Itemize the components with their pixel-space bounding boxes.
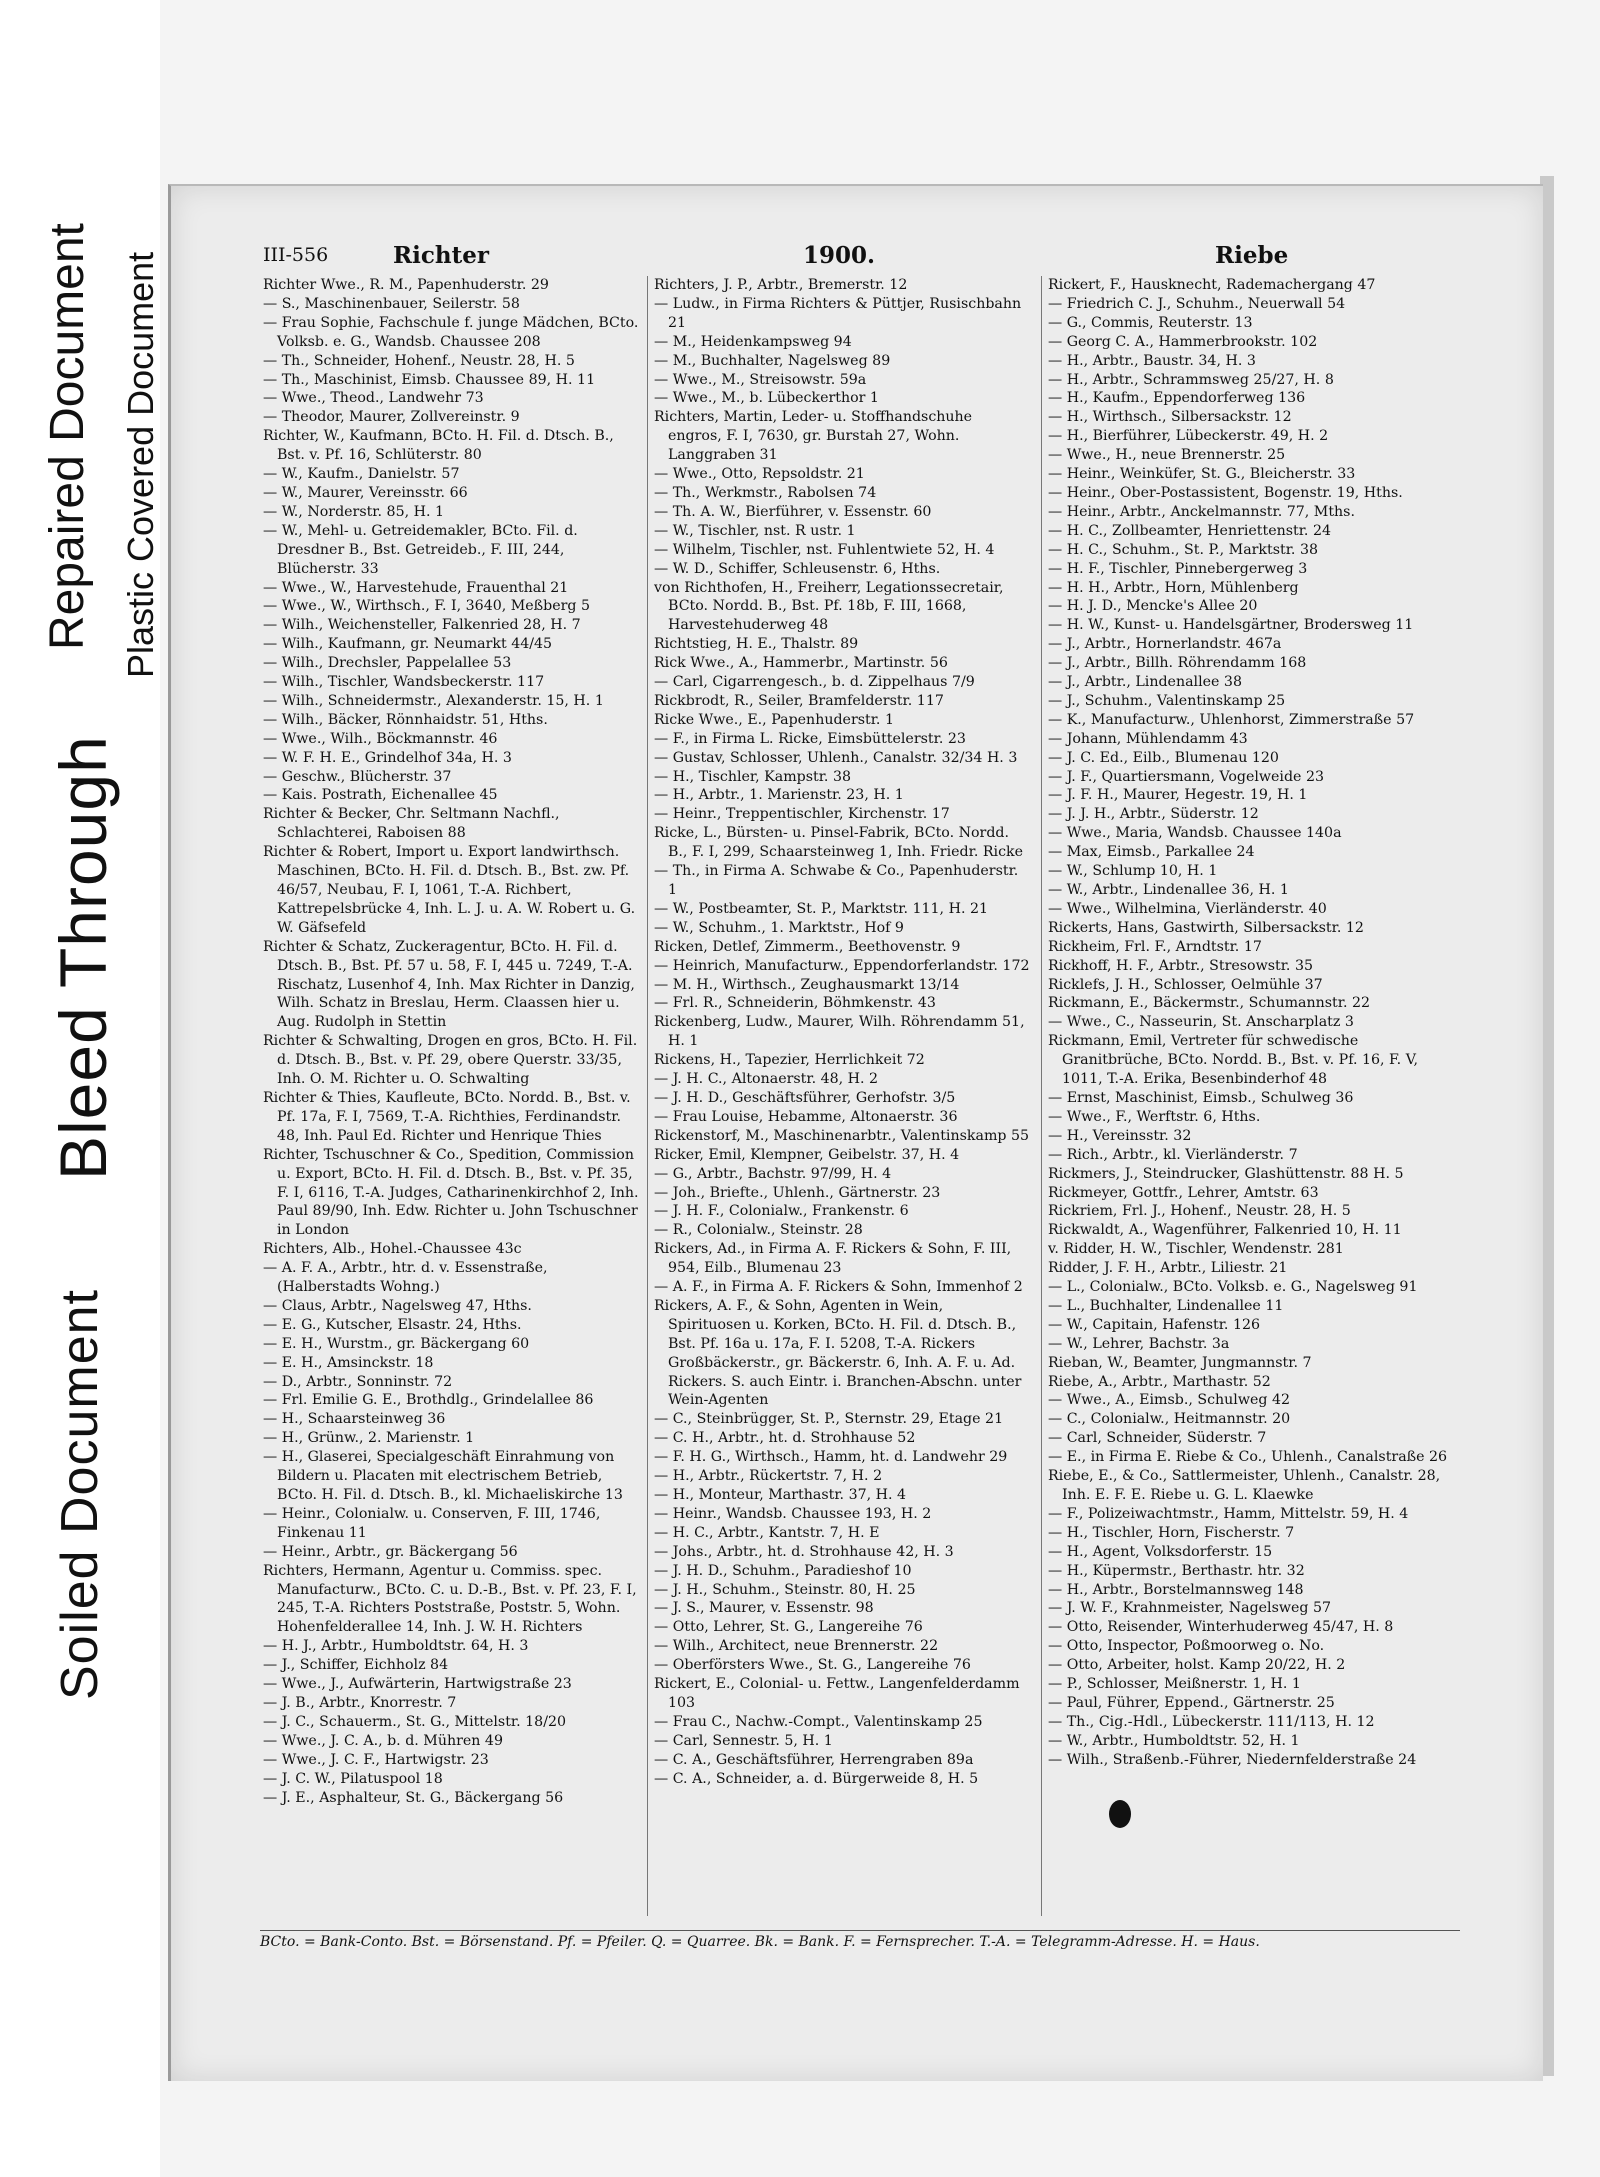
directory-entry: — W., Mehl- u. Getreidemakler, BCto. Fil. d. Dresdner B., Bst. Getreideb., F. III, 244, Blücherstr. 33 [263,522,578,577]
directory-entry: — J. F. H., Maurer, Hegestr. 19, H. 1 [1048,787,1308,804]
directory-entry: — H., Grünw., 2. Marienstr. 1 [263,1430,475,1447]
directory-entry: — H., Küpermstr., Berthastr. htr. 32 [1048,1562,1305,1579]
directory-entry: — Heinr., Colonialw. u. Conserven, F. III, 1746, Finkenau 11 [263,1505,601,1541]
directory-entry: — Claus, Arbtr., Nagelsweg 47, Hths. [263,1297,532,1314]
directory-entry: — Frau C., Nachw.-Compt., Valentinskamp 25 [654,1713,983,1730]
running-head-right: Riebe [1215,242,1289,269]
directory-entry: — Carl, Sennestr. 5, H. 1 [654,1732,833,1749]
directory-entry: — Th., Maschinist, Eimsb. Chaussee 89, H. 11 [263,371,596,388]
directory-entry: Rickhoff, H. F., Arbtr., Stresowstr. 35 [1048,957,1313,974]
directory-entry: — H., Arbtr., Baustr. 34, H. 3 [1048,352,1256,369]
directory-entry: — M. H., Wirthsch., Zeughausmarkt 13/14 [654,976,960,993]
directory-entry: — W., Lehrer, Bachstr. 3a [1048,1335,1230,1352]
page-header [263,238,1459,278]
directory-entry: — Wilh., Bäcker, Rönnhaidstr. 51, Hths. [263,711,548,728]
directory-entry: Rickwaldt, A., Wagenführer, Falkenried 10, H. 11 [1048,1222,1402,1239]
label-repaired-document: Repaired Document [41,223,94,650]
directory-entry: — Frl. Emilie G. E., Brothdlg., Grindelallee 86 [263,1392,594,1409]
directory-entry: — C. A., Schneider, a. d. Bürgerweide 8, H. 5 [654,1770,979,1787]
directory-entry: — Wilh., Schneidermstr., Alexanderstr. 15, H. 1 [263,692,604,709]
directory-page [168,184,1543,2081]
directory-entry: — Johs., Arbtr., ht. d. Strohhause 42, H. 3 [654,1543,954,1560]
directory-entry: — Wwe., A., Eimsb., Schulweg 42 [1048,1392,1291,1409]
directory-entry: Riebe, A., Arbtr., Marthastr. 52 [1048,1373,1271,1390]
column-3 [1041,276,1448,1916]
directory-entry: Rick Wwe., A., Hammerbr., Martinstr. 56 [654,655,948,672]
directory-entry: Rickers, Ad., in Firma A. F. Rickers & Sohn, F. III, 954, Eilb., Blumenau 23 [654,1241,1012,1277]
directory-entry: — Wwe., Otto, Repsoldstr. 21 [654,466,865,483]
directory-entry: — H. J. D., Mencke's Allee 20 [1048,598,1258,615]
directory-entry: — Heinr., Treppentischler, Kirchenstr. 17 [654,806,950,823]
directory-entry: — Wwe., Theod., Landwehr 73 [263,390,484,407]
directory-entry: — Wwe., J., Aufwärterin, Hartwigstraße 23 [263,1676,572,1693]
directory-entry: — Georg C. A., Hammerbrookstr. 102 [1048,333,1318,350]
directory-entry: — Th. A. W., Bierführer, v. Essenstr. 60 [654,503,932,520]
directory-entry: — J. C. W., Pilatuspool 18 [263,1770,443,1787]
directory-entry: — W., Arbtr., Lindenallee 36, H. 1 [1048,882,1289,898]
directory-entry: — G., Commis, Reuterstr. 13 [1048,314,1253,331]
directory-entry: — H., Agent, Volksdorferstr. 15 [1048,1543,1273,1560]
directory-entry: — Paul, Führer, Eppend., Gärtnerstr. 25 [1048,1694,1335,1711]
directory-entry: — Th., Cig.-Hdl., Lübeckerstr. 111/113, H. 12 [1048,1713,1375,1730]
ink-stain [1109,1800,1131,1828]
directory-entry: Richters, Martin, Leder- u. Stoffhandschuhe engros, F. I, 7630, gr. Burstah 27, Wohn. Langgraben 31 [654,409,973,464]
directory-entry: — Kais. Postrath, Eichenallee 45 [263,787,498,804]
directory-entry: Rieban, W., Beamter, Jungmannstr. 7 [1048,1354,1312,1371]
directory-entry: — H., Arbtr., Schrammsweg 25/27, H. 8 [1048,371,1334,388]
directory-entry: — W., Capitain, Hafenstr. 126 [1048,1316,1261,1333]
directory-entry: — Oberförsters Wwe., St. G., Langereihe 76 [654,1657,971,1674]
directory-entry: — J. H. F., Colonialw., Frankenstr. 6 [654,1203,909,1220]
directory-entry: — J. H. D., Schuhm., Paradieshof 10 [654,1562,912,1579]
directory-entry: — F., in Firma L. Ricke, Eimsbüttelerstr. 23 [654,730,966,747]
directory-entry: — C. H., Arbtr., ht. d. Strohhause 52 [654,1430,916,1447]
directory-entry: Richter, W., Kaufmann, BCto. H. Fil. d. Dtsch. B., Bst. v. Pf. 16, Schlüterstr. 80 [263,428,614,464]
directory-entry: Rickmann, E., Bäckermstr., Schumannstr. 22 [1048,995,1371,1012]
directory-entry: Ricken, Detlef, Zimmerm., Beethovenstr. 9 [654,938,961,955]
directory-entry: — H. C., Arbtr., Kantstr. 7, H. E [654,1524,880,1541]
directory-entry: — Geschw., Blücherstr. 37 [263,768,452,785]
directory-entry: Riebe, E., & Co., Sattlermeister, Uhlenh., Canalstr. 28, Inh. E. F. E. Riebe u. G. L. Klaewke [1048,1468,1441,1503]
directory-entry: — C. A., Geschäftsführer, Herrengraben 89a [654,1751,974,1768]
directory-entry: — Friedrich C. J., Schuhm., Neuerwall 54 [1048,295,1346,312]
directory-entry: — H., Arbtr., Borstelmannsweg 148 [1048,1581,1304,1598]
page-content [263,238,1459,1928]
directory-entry: — J., Schiffer, Eichholz 84 [263,1657,449,1674]
directory-entry: Richter & Schwalting, Drogen en gros, BCto. H. Fil. d. Dtsch. B., Bst. v. Pf. 29, obere Querstr. 33/35, Inh. O. M. Richter u. O. Schwalting [263,1033,638,1088]
directory-entry: — Wwe., J. C. A., b. d. Mühren 49 [263,1732,503,1749]
directory-entry: — J. H. D., Geschäftsführer, Gerhofstr. 3/5 [654,1089,956,1106]
directory-entry: — K., Manufacturw., Uhlenhorst, Zimmerstraße 57 [1048,711,1415,728]
directory-entry: — J. F., Quartiersmann, Vogelweide 23 [1048,768,1324,785]
directory-entry: — E. G., Kutscher, Elsastr. 24, Hths. [263,1316,522,1333]
directory-entry: — Otto, Reisender, Winterhuderweg 45/47, H. 8 [1048,1619,1394,1636]
directory-entry: Ricklefs, J. H., Schlosser, Oelmühle 37 [1048,976,1323,993]
column-2 [647,276,1030,1916]
directory-entry: — Wwe., C., Nasseurin, St. Anscharplatz 3 [1048,1014,1354,1031]
directory-entry: — Heinr., Arbtr., Anckelmannstr. 77, Mths. [1048,503,1355,520]
directory-entry: Rickheim, Frl. F., Arndtstr. 17 [1048,938,1262,955]
label-plastic-covered-document: Plastic Covered Document [120,251,161,678]
directory-entry: Ricke, L., Bürsten- u. Pinsel-Fabrik, BCto. Nordd. B., F. I, 299, Schaarsteinweg 1, Inh. Friedr. Ricke [654,825,1024,861]
directory-entry: — Wilh., Kaufmann, gr. Neumarkt 44/45 [263,636,553,653]
directory-entry: Rickbrodt, R., Seiler, Bramfelderstr. 117 [654,692,944,709]
directory-entry: — W., Norderstr. 85, H. 1 [263,503,445,520]
directory-entry: — W. D., Schiffer, Schleusenstr. 6, Hths. [654,560,941,577]
directory-entry: — Frau Sophie, Fachschule f. junge Mädchen, BCto. Volksb. e. G., Wandsb. Chaussee 208 [263,314,639,350]
directory-entry: — W., Kaufm., Danielstr. 57 [263,466,460,483]
directory-entry: — Wwe., J. C. F., Hartwigstr. 23 [263,1751,489,1768]
directory-entry: — J., Arbtr., Billh. Röhrendamm 168 [1048,655,1307,672]
directory-entry: — J. H., Schuhm., Steinstr. 80, H. 25 [654,1581,916,1598]
directory-entry: — Rich., Arbtr., kl. Vierländerstr. 7 [1048,1146,1298,1163]
directory-entry: — Johann, Mühlendamm 43 [1048,730,1248,747]
directory-entry: Richter & Schatz, Zuckeragentur, BCto. H. Fil. d. Dtsch. B., Bst. Pf. 57 u. 58, F. I, 445 u. 7249, T.-A. Rischatz, Lusenhof 4, Inh. Max Richter in Danzig, Wilh. Schatz in Breslau, Herm. Claassen hier u. Aug. Rudolph in Stettin [263,938,635,1031]
directory-entry: — E. H., Amsinckstr. 18 [263,1354,434,1371]
directory-entry: Rickriem, Frl. J., Hohenf., Neustr. 28, H. 5 [1048,1203,1351,1220]
directory-entry: Richtstieg, H. E., Thalstr. 89 [654,636,859,653]
directory-entry: — J. S., Maurer, v. Essenstr. 98 [654,1600,874,1617]
directory-entry: — Wwe., F., Werftstr. 6, Hths. [1048,1108,1261,1125]
directory-entry: — J., Arbtr., Lindenallee 38 [1048,674,1242,691]
directory-entry: — A. F., in Firma A. F. Rickers & Sohn, Immenhof 2 [654,1279,1023,1296]
directory-entry: — Wwe., Wilhelmina, Vierländerstr. 40 [1048,900,1327,917]
directory-entry: Rickens, H., Tapezier, Herrlichkeit 72 [654,1052,925,1069]
directory-entry: — Heinr., Arbtr., gr. Bäckergang 56 [263,1543,518,1560]
directory-entry: — D., Arbtr., Sonninstr. 72 [263,1373,453,1390]
directory-entry: — H., Kaufm., Eppendorferweg 136 [1048,390,1306,407]
directory-entry: — Wwe., Maria, Wandsb. Chaussee 140a [1048,825,1342,842]
directory-entry: Richters, J. P., Arbtr., Bremerstr. 12 [654,277,908,293]
abbreviation-footer: BCto. = Bank-Conto. Bst. = Börsenstand. Pf. = Pfeiler. Q. = Quarree. Bk. = Bank. F. = Fernsprecher. T.-A. = Telegramm-Adresse. H. = Haus. [260,1930,1460,1950]
directory-entry: — J. H. C., Altonaerstr. 48, H. 2 [654,1071,879,1088]
directory-entry: — J., Schuhm., Valentinskamp 25 [1048,692,1286,709]
directory-entry: — H., Bierführer, Lübeckerstr. 49, H. 2 [1048,428,1329,445]
directory-entry: Richters, Alb., Hohel.-Chaussee 43c [263,1241,522,1258]
page-number: III-556 [263,244,329,266]
directory-entry: v. Ridder, H. W., Tischler, Wendenstr. 281 [1048,1241,1344,1258]
directory-entry: — J. B., Arbtr., Knorrestr. 7 [263,1694,457,1711]
directory-entry: — Heinr., Ober-Postassistent, Bogenstr. 19, Hths. [1048,484,1403,501]
directory-entry: — Th., Werkmstr., Rabolsen 74 [654,484,877,501]
directory-entry: Richter, Tschuschner & Co., Spedition, Commission u. Export, BCto. H. Fil. d. Dtsch. B., Bst. v. Pf. 35, F. I, 6116, T.-A. Judges, Catharinenkirchhof 2, Inh. Paul 89/90, Inh. Edw. Richter u. John Tschuschner in London [263,1146,639,1239]
directory-entry: — Heinrich, Manufacturw., Eppendorferlandstr. 172 [654,957,1030,974]
directory-entry: Richter Wwe., R. M., Papenhuderstr. 29 [263,277,549,293]
directory-entry: — Wilhelm, Tischler, nst. Fuhlentwiete 52, H. 4 [654,541,995,558]
directory-entry: — G., Arbtr., Bachstr. 97/99, H. 4 [654,1165,892,1182]
directory-entry: Rickmeyer, Gottfr., Lehrer, Amtstr. 63 [1048,1184,1319,1201]
directory-entry: — H. C., Schuhm., St. P., Marktstr. 38 [1048,541,1319,558]
directory-entry: — Otto, Arbeiter, holst. Kamp 20/22, H. 2 [1048,1657,1346,1674]
directory-entry: — Max, Eimsb., Parkallee 24 [1048,844,1255,861]
directory-entry: — H., Tischler, Horn, Fischerstr. 7 [1048,1524,1295,1541]
directory-entry: Rickerts, Hans, Gastwirth, Silbersackstr. 12 [1048,919,1364,936]
directory-entry: — Wilh., Tischler, Wandsbeckerstr. 117 [263,674,545,691]
directory-entry: — C., Colonialw., Heitmannstr. 20 [1048,1411,1291,1428]
running-head-left: Richter [393,242,489,269]
directory-entry: — Joh., Briefte., Uhlenh., Gärtnerstr. 23 [654,1184,941,1201]
directory-entry: — W., Schlump 10, H. 1 [1048,863,1218,880]
directory-entry: — Gustav, Schlosser, Uhlenh., Canalstr. 32/34 H. 3 [654,749,1018,766]
directory-entry: — Wwe., M., b. Lübeckerthor 1 [654,390,879,407]
directory-entry: — F. H. G., Wirthsch., Hamm, ht. d. Landwehr 29 [654,1449,1008,1466]
directory-entry: — H. H., Arbtr., Horn, Mühlenberg [1048,579,1299,596]
directory-entry: — Wilh., Weichensteller, Falkenried 28, H. 7 [263,617,581,634]
directory-entry: Rickmann, Emil, Vertreter für schwedische Granitbrüche, BCto. Nordd. B., Bst. v. Pf. 16, F. V, 1011, T.-A. Erika, Besenbinderhof 48 [1048,1033,1418,1088]
directory-entry: — Frau Louise, Hebamme, Altonaerstr. 36 [654,1108,958,1125]
directory-entry: von Richthofen, H., Freiherr, Legationssecretair, BCto. Nordd. B., Bst. Pf. 18b, F. III, 1668, Harvestehuderweg 48 [654,579,1004,634]
directory-entry: — H., Arbtr., 1. Marienstr. 23, H. 1 [654,787,904,804]
directory-entry: — F., Polizeiwachtmstr., Hamm, Mittelstr. 59, H. 4 [1048,1505,1409,1522]
directory-entry: — W. F. H. E., Grindelhof 34a, H. 3 [263,749,512,766]
label-soiled-document: Soiled Document [51,1289,109,1700]
directory-entry: — H., Monteur, Marthastr. 37, H. 4 [654,1487,907,1503]
directory-entry: Ridder, J. F. H., Arbtr., Liliestr. 21 [1048,1260,1288,1277]
directory-entry: — H., Schaarsteinweg 36 [263,1411,446,1428]
directory-entry: — C., Steinbrügger, St. P., Sternstr. 29, Etage 21 [654,1411,1004,1428]
directory-entry: Rickert, E., Colonial- u. Fettw., Langenfelderdamm 103 [654,1676,1020,1711]
directory-entry: Ricke Wwe., E., Papenhuderstr. 1 [654,711,894,728]
directory-entry: — W., Arbtr., Humboldtstr. 52, H. 1 [1048,1732,1300,1749]
directory-entry: — Otto, Inspector, Poßmoorweg o. No. [1048,1638,1325,1655]
directory-entry: — Wilh., Straßenb.-Führer, Niedernfelderstraße 24 [1048,1751,1417,1768]
directory-entry: — Heinr., Weinküfer, St. G., Bleicherstr. 33 [1048,466,1356,483]
directory-entry: — Ernst, Maschinist, Eimsb., Schulweg 36 [1048,1089,1354,1106]
directory-entry: Rickers, A. F., & Sohn, Agenten in Wein, Spirituosen u. Korken, BCto. H. Fil. d. Dtsch. B., Bst. Pf. 16a u. 17a, F. I. 5208, T.-A. Rickers Großbäckerstr., gr. Bäckerstr. 6, Inh. A. F. u. Ad. Rickers. S. auch Eintr. i. Branchen-Abschn. unter Wein-Agenten [654,1297,1022,1409]
directory-entry: — J. E., Asphalteur, St. G., Bäckergang 56 [263,1789,564,1806]
directory-entry: — P., Schlosser, Meißnerstr. 1, H. 1 [1048,1676,1301,1693]
directory-entry: Rickenberg, Ludw., Maurer, Wilh. Röhrendamm 51, H. 1 [654,1014,1025,1050]
directory-entry: — H. C., Zollbeamter, Henriettenstr. 24 [1048,522,1332,539]
column-1 [263,276,639,1916]
directory-entry: — Frl. R., Schneiderin, Böhmkenstr. 43 [654,995,936,1012]
directory-entry: — W., Maurer, Vereinsstr. 66 [263,484,468,501]
directory-entry: — Otto, Lehrer, St. G., Langereihe 76 [654,1619,923,1636]
directory-entry: — Ludw., in Firma Richters & Püttjer, Rusischbahn 21 [654,295,1022,331]
year-heading: 1900. [803,242,876,269]
directory-entry: — Wwe., H., neue Brennerstr. 25 [1048,447,1286,464]
directory-entry: — Wwe., M., Streisowstr. 59a [654,371,867,388]
degradation-label-strip [0,0,160,2177]
directory-entry: — A. F. A., Arbtr., htr. d. v. Essenstraße, (Halberstadts Wohng.) [263,1260,548,1296]
directory-entry: — Wwe., W., Wirthsch., F. I, 3640, Meßberg 5 [263,598,591,615]
directory-entry: — H. F., Tischler, Pinnebergerweg 3 [1048,560,1308,577]
directory-entry: — Wilh., Architect, neue Brennerstr. 22 [654,1638,939,1655]
directory-entry: — H., Glaserei, Specialgeschäft Einrahmung von Bildern u. Placaten mit electrischem Betrieb, BCto. H. Fil. d. Dtsch. B., kl. Michaeliskirche 13 [263,1449,623,1503]
directory-entry: — W., Tischler, nst. R ustr. 1 [654,522,856,539]
directory-entry: — J., Arbtr., Hornerlandstr. 467a [1048,636,1282,653]
directory-entry: — H., Arbtr., Rückertstr. 7, H. 2 [654,1468,883,1485]
directory-entry: Rickmers, J., Steindrucker, Glashüttenstr. 88 H. 5 [1048,1165,1404,1182]
directory-entry: — S., Maschinenbauer, Seilerstr. 58 [263,295,520,312]
directory-entry: — E., in Firma E. Riebe & Co., Uhlenh., Canalstraße 26 [1048,1449,1448,1466]
directory-entry: — Th., in Firma A. Schwabe & Co., Papenhuderstr. 1 [654,863,1019,898]
directory-entry: — Wwe., W., Harvestehude, Frauenthal 21 [263,579,569,596]
directory-entry: — Wilh., Drechsler, Pappelallee 53 [263,655,512,672]
directory-entry: — Wwe., Wilh., Böckmannstr. 46 [263,730,498,747]
directory-entry: — H. W., Kunst- u. Handelsgärtner, Brodersweg 11 [1048,617,1414,634]
directory-entry: — R., Colonialw., Steinstr. 28 [654,1222,863,1239]
directory-entry: — M., Heidenkampsweg 94 [654,333,852,350]
directory-entry: Richter & Robert, Import u. Export landwirthsch. Maschinen, BCto. H. Fil. d. Dtsch. B., Bst. zw. Pf. 46/57, Neubau, F. I, 1061, T.-A. Richbert, Kattrepelsbrücke 4, Inh. L. J. u. A. W. Robert u. G. W. Gäfsefeld [263,844,636,936]
directory-entry: — J. J. H., Arbtr., Süderstr. 12 [1048,806,1259,823]
directory-entry: — W., Schuhm., 1. Marktstr., Hof 9 [654,919,904,936]
directory-entry: — Theodor, Maurer, Zollvereinstr. 9 [263,409,520,426]
directory-entry: — J. W. F., Krahnmeister, Nagelsweg 57 [1048,1600,1332,1617]
directory-entry: — Carl, Cigarrengesch., b. d. Zippelhaus 7/9 [654,674,975,691]
directory-entry: Richter & Becker, Chr. Seltmann Nachfl., Schlachterei, Raboisen 88 [263,806,560,842]
directory-entry: — H., Tischler, Kampstr. 38 [654,768,852,785]
directory-entry: — E. H., Wurstm., gr. Bäckergang 60 [263,1335,530,1352]
directory-entry: — H., Wirthsch., Silbersackstr. 12 [1048,409,1292,426]
directory-entry: Richter & Thies, Kaufleute, BCto. Nordd. B., Bst. v. Pf. 17a, F. I, 7569, T.-A. Richthies, Ferdinandstr. 48, Inh. Paul Ed. Richter und Henrique Thies [263,1089,631,1144]
directory-entry: — H. J., Arbtr., Humboldtstr. 64, H. 3 [263,1638,529,1655]
directory-entry: — W., Postbeamter, St. P., Marktstr. 111, H. 21 [654,900,989,917]
directory-entry: — M., Buchhalter, Nagelsweg 89 [654,352,891,369]
directory-entry: — J. C., Schauerm., St. G., Mittelstr. 18/20 [263,1713,567,1730]
directory-entry: Richters, Hermann, Agentur u. Commiss. spec. Manufacturw., BCto. C. u. D.-B., Bst. v. Pf. 23, F. I, 245, T.-A. Richters Poststraße, Poststr. 5, Wohn. Hohenfelderallee 14, Inh. J. W. H. Richters [263,1562,637,1636]
directory-entry: — J. C. Ed., Eilb., Blumenau 120 [1048,749,1279,766]
directory-entry: Ricker, Emil, Klempner, Geibelstr. 37, H. 4 [654,1146,960,1163]
directory-entry: — L., Buchhalter, Lindenallee 11 [1048,1297,1284,1314]
directory-entry: — H., Vereinsstr. 32 [1048,1127,1192,1144]
directory-entry: — Heinr., Wandsb. Chaussee 193, H. 2 [654,1505,932,1522]
directory-entry: — L., Colonialw., BCto. Volksb. e. G., Nagelsweg 91 [1048,1279,1418,1296]
directory-entry: Rickenstorf, M., Maschinenarbtr., Valentinskamp 55 [654,1127,1030,1144]
directory-entry: — Carl, Schneider, Süderstr. 7 [1048,1430,1267,1447]
label-bleed-through: Bleed Through [46,735,120,1180]
directory-entry: Rickert, F., Hausknecht, Rademachergang 47 [1048,277,1376,293]
directory-entry: — Th., Schneider, Hohenf., Neustr. 28, H. 5 [263,352,575,369]
